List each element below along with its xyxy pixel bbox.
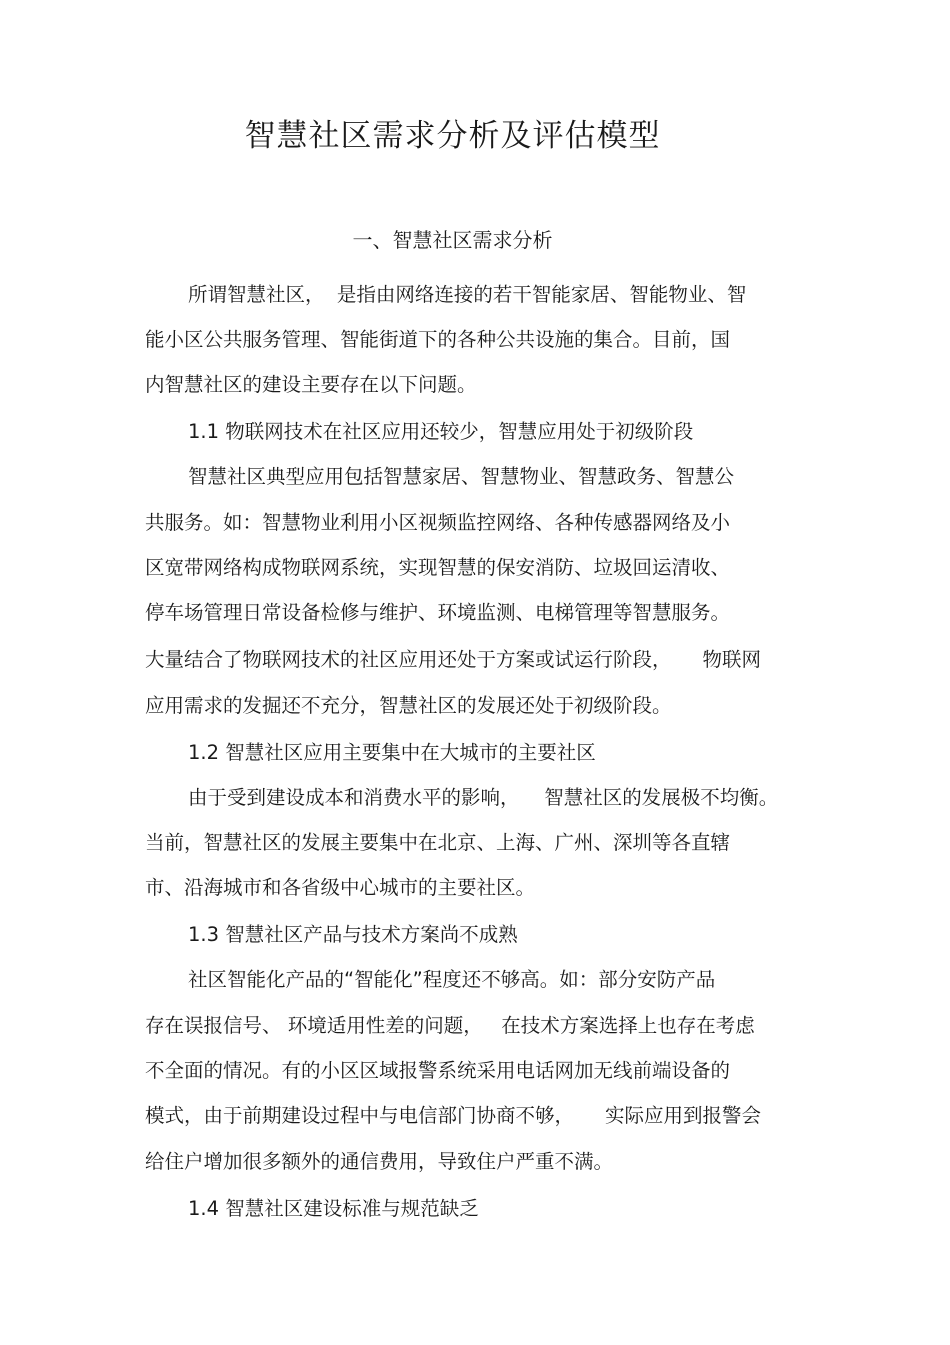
paragraph-line: 给住户增加很多额外的通信费用，导致住户严重不满。 xyxy=(145,1150,614,1173)
paragraph-line: 市、沿海城市和各省级中心城市的主要社区。 xyxy=(145,876,536,899)
paragraph-line: 能小区公共服务管理、智能街道下的各种公共设施的集合。目前，国 xyxy=(145,328,731,351)
paragraph-line: 所谓智慧社区， 是指由网络连接的若干智能家居、智能物业、智 xyxy=(188,283,747,306)
paragraph-line: 当前，智慧社区的发展主要集中在北京、上海、广州、深圳等各直辖 xyxy=(145,831,731,854)
document-title: 智慧社区需求分析及评估模型 xyxy=(244,118,661,154)
paragraph-line: 共服务。如：智慧物业利用小区视频监控网络、各种传感器网络及小 xyxy=(145,511,731,534)
section-heading: 一、智慧社区需求分析 xyxy=(352,228,553,252)
paragraph-line: 内智慧社区的建设主要存在以下问题。 xyxy=(145,373,477,396)
paragraph-line: 应用需求的发掘还不充分，智慧社区的发展还处于初级阶段。 xyxy=(145,694,672,717)
paragraph-line: 大量结合了物联网技术的社区应用还处于方案或试运行阶段， 物联网 xyxy=(145,648,761,671)
paragraph-line: 停车场管理日常设备检修与维护、环境监测、电梯管理等智慧服务。 xyxy=(145,601,731,624)
paragraph-line: 模式，由于前期建设过程中与电信部门协商不够， 实际应用到报警会 xyxy=(145,1104,761,1127)
paragraph-line: 不全面的情况。有的小区区域报警系统采用电话网加无线前端设备的 xyxy=(145,1059,731,1082)
subsection-heading: 1.3 智慧社区产品与技术方案尚不成熟 xyxy=(188,923,518,946)
paragraph-line: 存在误报信号、 环境适用性差的问题， 在技术方案选择上也存在考虑 xyxy=(145,1014,755,1037)
subsection-heading: 1.4 智慧社区建设标准与规范缺乏 xyxy=(188,1197,479,1220)
paragraph-line: 智慧社区典型应用包括智慧家居、智慧物业、智慧政务、智慧公 xyxy=(188,465,735,488)
subsection-heading: 1.2 智慧社区应用主要集中在大城市的主要社区 xyxy=(188,741,596,764)
paragraph-line: 由于受到建设成本和消费水平的影响， 智慧社区的发展极不均衡。 xyxy=(188,786,779,809)
paragraph-line: 区宽带网络构成物联网系统，实现智慧的保安消防、垃圾回运清收、 xyxy=(145,556,731,579)
paragraph-line: 社区智能化产品的“智能化”程度还不够高。如：部分安防产品 xyxy=(188,968,716,991)
subsection-heading: 1.1 物联网技术在社区应用还较少，智慧应用处于初级阶段 xyxy=(188,420,694,443)
